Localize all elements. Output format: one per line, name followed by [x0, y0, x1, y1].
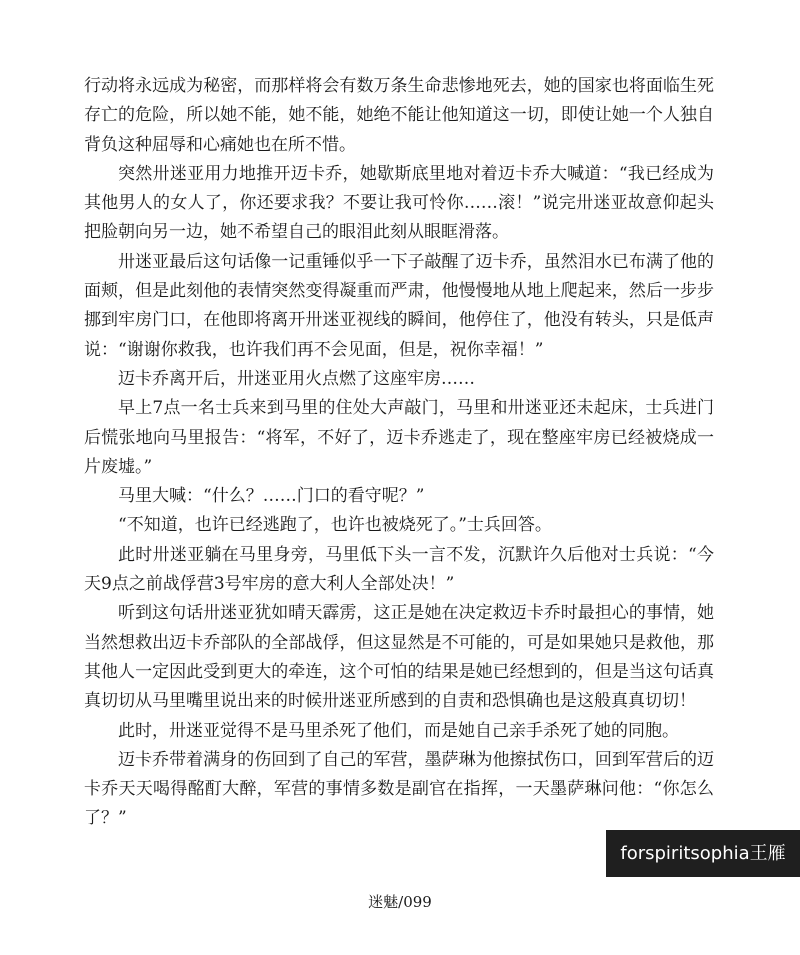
- paragraph: 听到这句话卅迷亚犹如晴天霹雳，这正是她在决定救迈卡乔时最担心的事情，她当然想救出迈卡乔部队的全部战俘，但这显然是不可能的，可是如果她只是救他，那其他人一定因此受到更大的牵连，这个可怕的结果是她已经想到的，但是当这句话真真切切从马里嘴里说出来的时候卅迷亚所感到的自责和恐惧确也是这般真真切切！: [84, 603, 714, 712]
- paragraph: 迈卡乔离开后，卅迷亚用火点燃了这座牢房……: [118, 368, 475, 389]
- watermark-label: forspiritsophia王雁: [606, 830, 800, 877]
- body-text: [84, 72, 714, 834]
- paragraph: 突然卅迷亚用力地推开迈卡乔，她歇斯底里地对着迈卡乔大喊道：“我已经成为其他男人的女人了，你还要求我？不要让我可怜你……滚！”说完卅迷亚故意仰起头把脸朝向另一边，她不希望自己的眼泪此刻从眼眶滑落。: [84, 163, 714, 243]
- paragraph: 此时卅迷亚躺在马里身旁，马里低下头一言不发，沉默许久后他对士兵说：“今天9点之前战俘营3号牢房的意大利人全部处决！”: [84, 544, 714, 595]
- paragraph: 此时，卅迷亚觉得不是马里杀死了他们，而是她自己亲手杀死了她的同胞。: [118, 720, 679, 741]
- paragraph: 早上7点一名士兵来到马里的住处大声敲门，马里和卅迷亚还未起床，士兵进门后慌张地向马里报告：“将军，不好了，迈卡乔逃走了，现在整座牢房已经被烧成一片废墟。”: [84, 398, 714, 477]
- paragraph: “不知道，也许已经逃跑了，也许也被烧死了。”士兵回答。: [118, 515, 552, 536]
- paragraph: 行动将永远成为秘密，而那样将会有数万条生命悲惨地死去，她的国家也将面临生死存亡的危险，所以她不能，她不能，她绝不能让他知道这一切，即使让她一个人独自背负这种屈辱和心痛她也在所不惜。: [84, 76, 714, 155]
- paragraph: 迈卡乔带着满身的伤回到了自己的军营，墨萨琳为他擦拭伤口，回到军营后的迈卡乔天天喝得酩酊大醉，军营的事情多数是副官在指挥，一天墨萨琳问他：“你怎么了？”: [84, 749, 714, 829]
- paragraph: 卅迷亚最后这句话像一记重锤似乎一下子敲醒了迈卡乔，虽然泪水已布满了他的面颊，但是此刻他的表情突然变得凝重而严肃，他慢慢地从地上爬起来，然后一步步挪到牢房门口，在他即将离开卅迷亚视线的瞬间，他停住了，他没有转头，只是低声说：“谢谢你救我，也许我们再不会见面，但是，祝你幸福！”: [84, 251, 714, 360]
- paragraph: 马里大喊：“什么？……门口的看守呢？”: [118, 486, 425, 507]
- page-number: 迷魅/099: [368, 893, 432, 911]
